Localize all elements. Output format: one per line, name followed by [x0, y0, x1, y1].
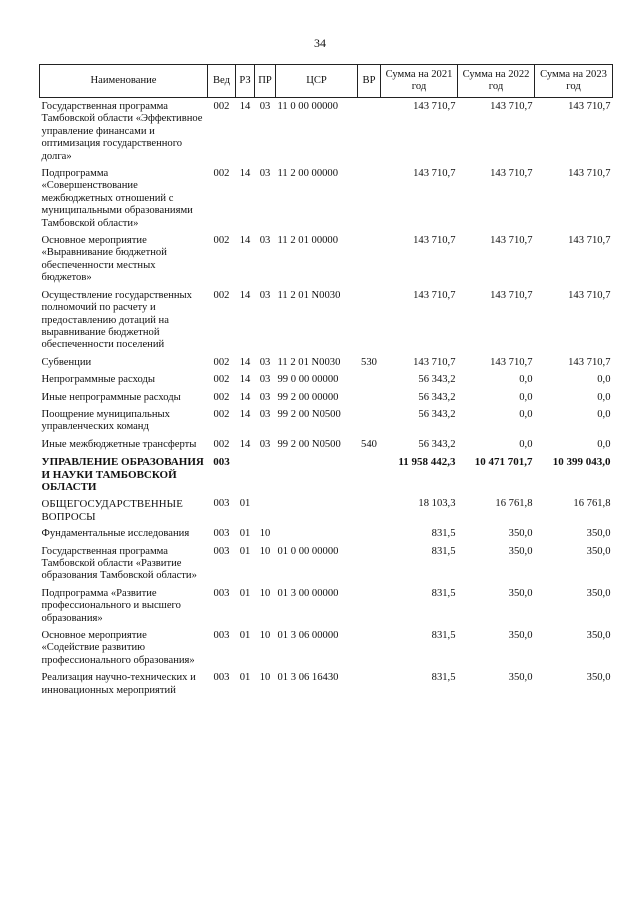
- cell-rz: 14: [239, 408, 251, 420]
- cell-vr: [358, 374, 381, 391]
- cell-pr: 03: [259, 101, 271, 112]
- table-row: [40, 588, 613, 630]
- header-csr: ЦСР: [276, 65, 358, 98]
- cell-sum-2023: 350,0: [586, 528, 611, 540]
- cell-rz: 14: [239, 168, 251, 180]
- cell-pr: 03: [259, 356, 271, 368]
- cell-vr: [358, 409, 381, 439]
- cell-sum-2023: 10 399 043,0: [552, 456, 611, 469]
- table-row: [40, 498, 613, 528]
- cell-sum-2021: 831,5: [431, 587, 456, 599]
- cell-csr: [276, 528, 358, 545]
- cell-pr: 03: [259, 168, 271, 180]
- table-row: [40, 374, 613, 391]
- cell-ved: 003: [213, 545, 230, 557]
- table-row: [40, 528, 613, 545]
- cell-rz: 14: [239, 391, 251, 403]
- cell-vr: [358, 235, 381, 290]
- cell-rz: 14: [239, 356, 251, 368]
- cell-name: Поощрение муниципальных управленческих команд: [41, 408, 170, 433]
- cell-pr: 10: [259, 630, 271, 642]
- cell-pr: 03: [259, 374, 271, 386]
- cell-sum-2022: 143 710,7: [490, 101, 533, 112]
- cell-name: Иные межбюджетные трансферты: [41, 438, 197, 450]
- cell-sum-2022: 0,0: [519, 408, 533, 420]
- table-row: [40, 456, 613, 498]
- cell-pr: [255, 456, 276, 498]
- cell-vr: [358, 528, 381, 545]
- cell-pr: 10: [259, 545, 271, 557]
- table-row: [40, 98, 613, 169]
- cell-sum-2023: 143 710,7: [568, 356, 611, 368]
- cell-name: Государственная программа Тамбовской области «Эффективное управление финансами и оптимизация государственного долга»: [41, 101, 203, 162]
- cell-name: УПРАВЛЕНИЕ ОБРАЗОВАНИЯ И НАУКИ ТАМБОВСКОЙ ОБЛАСТИ: [41, 456, 204, 493]
- cell-csr: 11 0 00 00000: [277, 101, 339, 112]
- cell-ved: 002: [213, 235, 230, 247]
- header-rz: РЗ: [236, 65, 255, 98]
- cell-pr: 03: [259, 235, 271, 247]
- cell-pr: 10: [259, 587, 271, 599]
- cell-ved: 003: [213, 456, 230, 469]
- cell-sum-2022: 143 710,7: [490, 289, 533, 301]
- cell-vr: [358, 456, 381, 498]
- cell-ved: 002: [213, 168, 230, 180]
- cell-csr: 99 2 00 00000: [277, 391, 339, 403]
- cell-pr: 10: [259, 672, 271, 684]
- table-row: [40, 392, 613, 409]
- cell-rz: 01: [239, 672, 251, 684]
- cell-rz: 01: [239, 545, 251, 557]
- cell-name: Иные непрограммные расходы: [41, 391, 181, 403]
- cell-ved: 002: [213, 101, 230, 112]
- cell-sum-2022: 0,0: [519, 438, 533, 450]
- table-row: [40, 630, 613, 672]
- cell-ved: 003: [213, 630, 230, 642]
- cell-sum-2023: 143 710,7: [568, 168, 611, 180]
- cell-name: Подпрограмма «Совершенствование межбюджетных отношений с муниципальными образованиями Тамбовской области»: [41, 168, 193, 229]
- cell-name: Основное мероприятие «Выравнивание бюджетной обеспеченности местных бюджетов»: [41, 235, 167, 284]
- cell-vr: [358, 168, 381, 235]
- cell-ved: 003: [213, 498, 230, 510]
- cell-sum-2022: 350,0: [508, 587, 533, 599]
- cell-sum-2021: 143 710,7: [413, 289, 456, 301]
- cell-sum-2021: 18 103,3: [418, 498, 456, 510]
- cell-name: Непрограммные расходы: [41, 374, 155, 386]
- cell-sum-2021: 143 710,7: [413, 101, 456, 112]
- cell-ved: 003: [213, 587, 230, 599]
- cell-csr: 01 3 06 16430: [277, 672, 339, 684]
- cell-sum-2021: 56 343,2: [418, 408, 456, 420]
- cell-csr: 11 2 00 00000: [277, 168, 339, 180]
- cell-csr: 99 2 00 N0500: [277, 438, 341, 450]
- table-header: [40, 65, 613, 98]
- cell-sum-2021: 831,5: [431, 630, 456, 642]
- cell-sum-2023: 0,0: [597, 408, 611, 420]
- cell-vr: [358, 290, 381, 357]
- table-row: [40, 235, 613, 290]
- header-ved: Вед: [208, 65, 236, 98]
- header-name: Наименование: [40, 65, 208, 98]
- cell-pr: [255, 498, 276, 528]
- budget-table: [39, 64, 613, 702]
- cell-ved: 002: [213, 356, 230, 368]
- table-body: [40, 98, 613, 703]
- cell-rz: 01: [239, 630, 251, 642]
- table-row: [40, 546, 613, 588]
- cell-vr: [358, 672, 381, 702]
- cell-csr: [276, 498, 358, 528]
- cell-csr: 11 2 01 N0030: [277, 289, 341, 301]
- cell-sum-2023: 0,0: [597, 391, 611, 403]
- cell-rz: 01: [239, 528, 251, 540]
- cell-rz: 14: [239, 235, 251, 247]
- cell-sum-2022: 143 710,7: [490, 168, 533, 180]
- cell-sum-2022: 350,0: [508, 545, 533, 557]
- cell-name: Основное мероприятие «Содействие развитию профессионального образования»: [41, 630, 195, 666]
- cell-vr: [358, 546, 381, 588]
- cell-pr: 03: [259, 289, 271, 301]
- cell-ved: 002: [213, 374, 230, 386]
- cell-sum-2021: 11 958 442,3: [398, 456, 456, 469]
- cell-vr: 530: [361, 356, 377, 368]
- cell-sum-2021: 56 343,2: [418, 438, 456, 450]
- cell-rz: [236, 456, 255, 498]
- table-row: [40, 357, 613, 374]
- cell-ved: 002: [213, 289, 230, 301]
- cell-rz: 01: [239, 587, 251, 599]
- cell-ved: 002: [213, 438, 230, 450]
- cell-name: Подпрограмма «Развитие профессионального и высшего образования»: [41, 587, 181, 624]
- cell-pr: 03: [259, 408, 271, 420]
- cell-sum-2021: 831,5: [431, 672, 456, 684]
- cell-ved: 002: [213, 408, 230, 420]
- cell-csr: 01 0 00 00000: [277, 545, 339, 557]
- table-row: [40, 672, 613, 702]
- cell-csr: 11 2 01 N0030: [277, 356, 341, 368]
- cell-sum-2023: 143 710,7: [568, 235, 611, 247]
- cell-sum-2021: 831,5: [431, 528, 456, 540]
- cell-sum-2021: 56 343,2: [418, 391, 456, 403]
- cell-sum-2021: 831,5: [431, 545, 456, 557]
- page-number: 34: [314, 36, 326, 50]
- cell-sum-2022: 143 710,7: [490, 235, 533, 247]
- table-row: [40, 168, 613, 235]
- cell-sum-2022: 10 471 701,7: [474, 456, 533, 469]
- cell-rz: 14: [239, 438, 251, 450]
- cell-sum-2021: 143 710,7: [413, 235, 456, 247]
- cell-rz: 14: [239, 289, 251, 301]
- cell-rz: 14: [239, 374, 251, 386]
- cell-sum-2023: 350,0: [586, 587, 611, 599]
- cell-vr: [358, 98, 381, 169]
- cell-sum-2023: 350,0: [586, 672, 611, 684]
- cell-csr: 99 2 00 N0500: [277, 408, 341, 420]
- cell-pr: 03: [259, 438, 271, 450]
- cell-name: Фундаментальные исследования: [41, 528, 190, 540]
- cell-csr: 01 3 06 00000: [277, 630, 339, 642]
- cell-sum-2023: 0,0: [597, 374, 611, 386]
- cell-vr: [358, 630, 381, 672]
- cell-name: Субвенции: [41, 356, 92, 368]
- header-sum-2023: Сумма на 2023 год: [535, 65, 613, 98]
- cell-name: ОБЩЕГОСУДАРСТВЕННЫЕ ВОПРОСЫ: [41, 498, 183, 523]
- cell-csr: 01 3 00 00000: [277, 587, 339, 599]
- header-pr: ПР: [255, 65, 276, 98]
- cell-vr: [358, 498, 381, 528]
- cell-sum-2022: 350,0: [508, 630, 533, 642]
- cell-rz: 01: [239, 498, 251, 510]
- cell-sum-2023: 143 710,7: [568, 101, 611, 112]
- cell-vr: [358, 588, 381, 630]
- cell-sum-2021: 143 710,7: [413, 168, 456, 180]
- cell-ved: 003: [213, 672, 230, 684]
- cell-ved: 003: [213, 528, 230, 540]
- header-vr: ВР: [358, 65, 381, 98]
- cell-name: Осуществление государственных полномочий по расчету и предоставлению дотаций на выравнивание бюджетной обеспеченности поселений: [41, 289, 192, 351]
- table-row: [40, 439, 613, 456]
- cell-sum-2023: 350,0: [586, 545, 611, 557]
- header-sum-2022: Сумма на 2022 год: [458, 65, 535, 98]
- cell-rz: 14: [239, 101, 251, 112]
- cell-csr: 11 2 01 00000: [277, 235, 339, 247]
- cell-sum-2023: 143 710,7: [568, 289, 611, 301]
- table-row: [40, 290, 613, 357]
- cell-vr: 540: [361, 438, 377, 450]
- cell-sum-2022: 0,0: [519, 391, 533, 403]
- cell-ved: 002: [213, 391, 230, 403]
- cell-sum-2023: 350,0: [586, 630, 611, 642]
- cell-sum-2021: 143 710,7: [413, 356, 456, 368]
- cell-csr: 99 0 00 00000: [277, 374, 339, 386]
- table-row: [40, 409, 613, 439]
- cell-vr: [358, 392, 381, 409]
- cell-name: Реализация научно-технических и инновационных мероприятий: [41, 672, 196, 696]
- cell-sum-2023: 0,0: [597, 438, 611, 450]
- cell-sum-2022: 350,0: [508, 528, 533, 540]
- cell-sum-2022: 16 761,8: [495, 498, 533, 510]
- cell-sum-2023: 16 761,8: [573, 498, 611, 510]
- cell-csr: [276, 456, 358, 498]
- cell-sum-2021: 56 343,2: [418, 374, 456, 386]
- cell-sum-2022: 350,0: [508, 672, 533, 684]
- cell-pr: 10: [259, 528, 271, 540]
- header-sum-2021: Сумма на 2021 год: [381, 65, 458, 98]
- cell-sum-2022: 0,0: [519, 374, 533, 386]
- cell-pr: 03: [259, 391, 271, 403]
- cell-name: Государственная программа Тамбовской области «Развитие образования Тамбовской области»: [41, 545, 197, 582]
- cell-sum-2022: 143 710,7: [490, 356, 533, 368]
